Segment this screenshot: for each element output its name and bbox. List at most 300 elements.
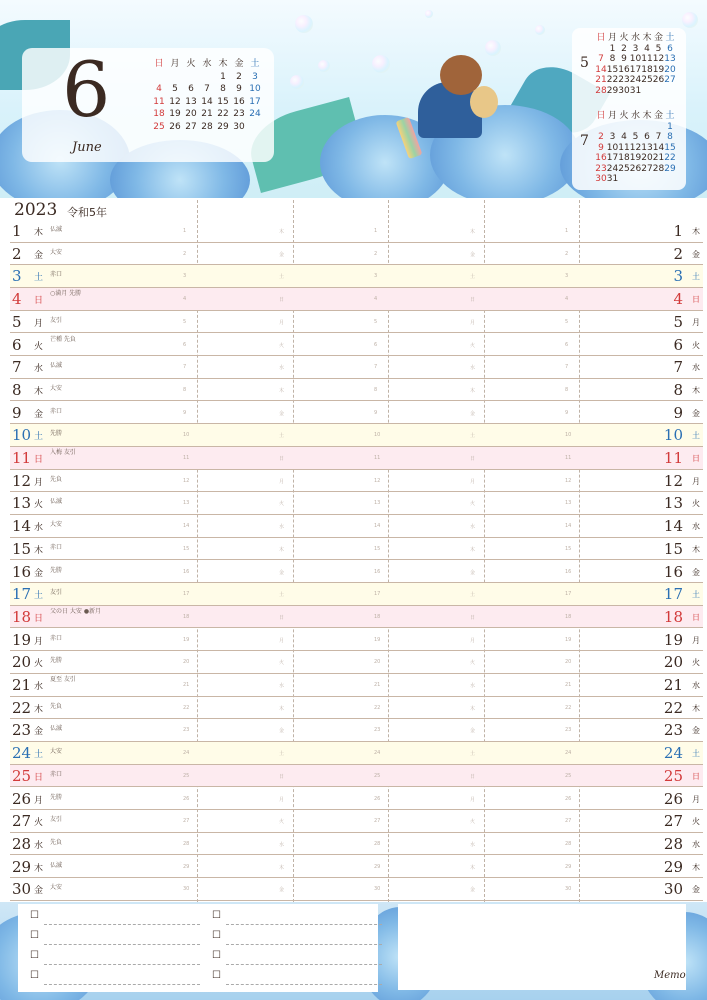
day-number: 26 bbox=[12, 789, 32, 808]
calendar-day: 15 bbox=[217, 96, 229, 107]
day-number: 27 bbox=[12, 812, 32, 831]
day-weekday: 木 bbox=[34, 545, 44, 556]
column-day-hint: 12 bbox=[183, 477, 190, 484]
calendar-day: 25 bbox=[618, 163, 630, 174]
column-day-hint: 水 bbox=[279, 841, 285, 848]
column-day-hint: 6 bbox=[374, 341, 378, 348]
column-day-hint: 26 bbox=[374, 795, 381, 802]
calendar-day: 18 bbox=[618, 153, 630, 163]
column-day-hint: 土 bbox=[279, 592, 285, 599]
rokuyo-note: 仏滅 bbox=[50, 226, 63, 233]
day-weekday: 金 bbox=[34, 886, 44, 897]
todo-checkbox[interactable]: ☐ bbox=[30, 930, 39, 941]
column-day-hint: 17 bbox=[374, 591, 381, 598]
column-day-hint: 4 bbox=[565, 296, 569, 303]
todo-line bbox=[226, 944, 382, 945]
column-day-hint: 木 bbox=[279, 387, 285, 394]
day-row bbox=[10, 447, 703, 470]
column-day-hint: 水 bbox=[470, 683, 476, 689]
column-day-hint: 8 bbox=[374, 386, 378, 393]
calendar-day: 9 bbox=[236, 84, 242, 94]
calendar-day: 30 bbox=[595, 174, 607, 184]
calendar-day: 12 bbox=[652, 54, 665, 64]
column-day-hint: 日 bbox=[470, 614, 476, 621]
column-day-hint: 27 bbox=[565, 818, 572, 825]
calendar-weekday: 火 bbox=[619, 33, 629, 43]
calendar-day: 21 bbox=[201, 109, 213, 119]
todo-checkbox[interactable]: ☐ bbox=[30, 950, 39, 961]
column-day-hint: 5 bbox=[374, 318, 378, 325]
day-number-right: 29 bbox=[663, 857, 683, 876]
column-day-hint: 22 bbox=[374, 704, 381, 711]
column-day-hint: 20 bbox=[183, 659, 190, 666]
calendar-weekday: 木 bbox=[642, 33, 652, 43]
calendar-day: 22 bbox=[606, 75, 619, 85]
calendar-day: 11 bbox=[153, 96, 165, 107]
column-day-hint: 金 bbox=[279, 251, 285, 258]
calendar-day: 9 bbox=[598, 142, 604, 153]
rokuyo-note: 赤口 bbox=[50, 271, 63, 279]
calendar-weekday: 土 bbox=[250, 59, 260, 69]
day-weekday: 水 bbox=[34, 523, 44, 534]
day-row bbox=[10, 402, 703, 425]
column-day-hint: 3 bbox=[183, 273, 187, 280]
column-day-hint: 20 bbox=[565, 659, 572, 666]
calendar-weekday: 水 bbox=[630, 111, 640, 121]
column-day-hint: 4 bbox=[183, 296, 187, 303]
column-day-hint: 10 bbox=[565, 432, 572, 439]
column-day-hint: 6 bbox=[565, 341, 569, 348]
column-day-hint: 13 bbox=[183, 500, 190, 507]
column-day-hint: 1 bbox=[565, 228, 569, 234]
day-row bbox=[10, 334, 703, 357]
calendar-weekday: 金 bbox=[234, 59, 244, 69]
rokuyo-note: 友引 bbox=[50, 589, 63, 597]
day-weekday: 日 bbox=[34, 455, 44, 465]
column-day-hint: 水 bbox=[279, 365, 285, 372]
calendar-day: 4 bbox=[621, 132, 627, 142]
calendar-day: 13 bbox=[641, 142, 653, 153]
column-day-hint: 7 bbox=[183, 364, 187, 371]
calendar-day: 31 bbox=[606, 174, 619, 184]
day-row bbox=[10, 878, 703, 901]
day-row bbox=[10, 719, 703, 742]
day-number: 1 bbox=[12, 222, 22, 240]
calendar-weekday: 水 bbox=[202, 59, 212, 69]
rokuyo-note: 先勝 bbox=[50, 793, 63, 801]
calendar-day: 27 bbox=[185, 121, 197, 132]
column-day-hint: 9 bbox=[183, 409, 187, 416]
calendar-day: 3 bbox=[252, 71, 258, 82]
column-day-hint: 13 bbox=[374, 500, 381, 507]
column-day-hint: 土 bbox=[470, 274, 476, 281]
calendar-day: 16 bbox=[233, 96, 245, 107]
column-day-hint: 土 bbox=[279, 751, 285, 758]
day-weekday: 木 bbox=[34, 386, 44, 397]
day-weekday-right: 月 bbox=[692, 476, 700, 486]
column-day-hint: 火 bbox=[470, 342, 476, 349]
rokuyo-note: 大安 bbox=[50, 521, 63, 529]
calendar-day: 17 bbox=[629, 64, 642, 75]
day-number: 5 bbox=[12, 312, 22, 331]
calendar-day: 20 bbox=[185, 109, 197, 119]
day-weekday: 日 bbox=[34, 296, 44, 307]
column-day-hint: 金 bbox=[470, 728, 476, 735]
calendar-day: 6 bbox=[644, 132, 650, 142]
day-row bbox=[10, 606, 703, 629]
day-number-right: 8 bbox=[673, 380, 683, 399]
column-day-hint: 火 bbox=[279, 501, 285, 508]
rokuyo-note: 赤口 bbox=[50, 770, 63, 778]
todo-line bbox=[226, 984, 382, 985]
day-number-right: 4 bbox=[673, 290, 683, 309]
column-day-hint: 木 bbox=[470, 387, 476, 394]
dog-illustration bbox=[470, 86, 498, 118]
column-day-hint: 土 bbox=[279, 274, 285, 281]
calendar-day: 16 bbox=[618, 64, 630, 75]
calendar-day: 29 bbox=[664, 163, 676, 174]
rokuyo-note: 先勝 bbox=[50, 430, 63, 438]
column-day-hint: 3 bbox=[565, 273, 569, 280]
column-day-hint: 日 bbox=[470, 773, 476, 780]
column-day-hint: 24 bbox=[183, 750, 190, 757]
calendar-day: 13 bbox=[664, 54, 676, 64]
day-weekday-right: 木 bbox=[692, 703, 700, 713]
calendar-day: 4 bbox=[644, 43, 650, 54]
day-weekday: 火 bbox=[34, 341, 44, 352]
column-day-hint: 日 bbox=[279, 773, 285, 780]
day-weekday-right: 水 bbox=[692, 681, 700, 690]
calendar-day: 8 bbox=[220, 84, 226, 94]
calendar-day: 27 bbox=[664, 75, 676, 85]
day-number-right: 15 bbox=[663, 539, 683, 558]
column-day-hint: 月 bbox=[279, 478, 285, 485]
day-row bbox=[10, 515, 703, 538]
todo-line bbox=[44, 984, 200, 985]
rokuyo-note: 赤口 bbox=[50, 634, 63, 642]
day-number-right: 20 bbox=[663, 653, 683, 672]
column-day-hint: 金 bbox=[470, 887, 476, 894]
column-day-hint: 9 bbox=[565, 409, 569, 416]
column-day-hint: 金 bbox=[279, 728, 285, 735]
rokuyo-note: ○満月 先勝 bbox=[50, 290, 82, 298]
column-day-hint: 11 bbox=[565, 455, 572, 461]
calendar-day: 1 bbox=[220, 71, 226, 82]
todo-checkbox[interactable]: ☐ bbox=[212, 950, 221, 961]
column-day-hint: 26 bbox=[183, 795, 190, 802]
day-row bbox=[10, 470, 703, 493]
calendar-day: 5 bbox=[172, 84, 178, 94]
column-day-hint: 土 bbox=[470, 751, 476, 758]
todo-checkbox[interactable]: ☐ bbox=[30, 970, 39, 981]
column-day-hint: 25 bbox=[183, 772, 190, 779]
day-weekday: 水 bbox=[34, 840, 44, 851]
column-day-hint: 29 bbox=[374, 863, 381, 870]
column-day-hint: 30 bbox=[565, 886, 572, 893]
column-day-hint: 水 bbox=[470, 524, 476, 531]
day-row bbox=[10, 538, 703, 561]
day-number-right: 1 bbox=[673, 222, 683, 240]
day-number-right: 2 bbox=[673, 244, 683, 263]
calendar-weekday: 火 bbox=[619, 111, 629, 121]
calendar-day: 17 bbox=[249, 96, 261, 107]
column-day-hint: 8 bbox=[565, 386, 569, 393]
day-weekday-right: 日 bbox=[692, 612, 700, 622]
calendar-day: 1 bbox=[667, 121, 673, 132]
calendar-day: 7 bbox=[598, 54, 604, 64]
day-weekday-right: 火 bbox=[692, 658, 700, 668]
day-weekday: 月 bbox=[34, 477, 44, 488]
day-weekday: 金 bbox=[34, 409, 44, 420]
calendar-day: 21 bbox=[595, 75, 607, 85]
column-day-hint: 12 bbox=[374, 477, 381, 484]
day-weekday: 月 bbox=[34, 795, 44, 806]
column-day-hint: 22 bbox=[565, 704, 572, 711]
column-day-hint: 25 bbox=[565, 772, 572, 779]
calendar-weekday: 木 bbox=[642, 111, 652, 121]
day-number-right: 3 bbox=[673, 267, 683, 286]
calendar-day: 3 bbox=[609, 132, 616, 142]
rokuyo-note: 友引 bbox=[50, 816, 63, 824]
day-weekday: 火 bbox=[34, 500, 44, 511]
calendar-day: 2 bbox=[236, 71, 242, 82]
calendar-day: 14 bbox=[595, 64, 607, 75]
column-day-hint: 16 bbox=[183, 568, 190, 575]
calendar-weekday: 木 bbox=[218, 59, 228, 69]
calendar-weekday: 水 bbox=[630, 33, 640, 43]
day-weekday-right: 日 bbox=[692, 295, 700, 305]
column-day-hint: 5 bbox=[565, 318, 569, 325]
calendar-day: 26 bbox=[169, 121, 181, 132]
day-number-right: 23 bbox=[663, 721, 683, 740]
day-number: 12 bbox=[12, 471, 32, 490]
calendar-day: 7 bbox=[655, 132, 662, 142]
calendar-day: 14 bbox=[652, 142, 665, 153]
column-day-hint: 28 bbox=[565, 840, 572, 847]
calendar-day: 21 bbox=[652, 153, 665, 163]
calendar-day: 1 bbox=[609, 43, 616, 54]
day-number-right: 22 bbox=[663, 698, 683, 717]
day-weekday-right: 火 bbox=[692, 499, 700, 509]
column-day-hint: 金 bbox=[470, 569, 476, 576]
rokuyo-note: 先負 bbox=[50, 475, 63, 483]
day-weekday: 木 bbox=[34, 863, 44, 874]
column-day-hint: 16 bbox=[374, 568, 381, 575]
rokuyo-note: 先勝 bbox=[50, 657, 63, 665]
column-day-hint: 25 bbox=[374, 772, 381, 779]
calendar-day: 28 bbox=[652, 163, 665, 174]
column-day-hint: 27 bbox=[374, 818, 381, 825]
memo-area[interactable] bbox=[398, 904, 686, 990]
column-day-hint: 10 bbox=[374, 432, 381, 439]
day-weekday: 水 bbox=[34, 682, 44, 692]
bubble-decoration bbox=[682, 12, 698, 28]
column-day-hint: 金 bbox=[279, 569, 285, 576]
column-day-hint: 22 bbox=[183, 704, 190, 711]
day-number-right: 7 bbox=[673, 358, 683, 377]
todo-line bbox=[44, 964, 200, 965]
rokuyo-note: 仏滅 bbox=[50, 362, 63, 370]
column-day-hint: 日 bbox=[279, 297, 285, 304]
column-day-hint: 木 bbox=[470, 229, 476, 235]
column-day-hint: 水 bbox=[279, 683, 285, 689]
prev-month-label: 5 bbox=[580, 55, 589, 71]
column-day-hint: 木 bbox=[279, 705, 285, 712]
column-day-hint: 木 bbox=[279, 546, 285, 553]
day-weekday-right: 金 bbox=[692, 567, 700, 577]
column-day-hint: 6 bbox=[183, 341, 187, 348]
calendar-day: 6 bbox=[667, 43, 673, 54]
day-row bbox=[10, 674, 703, 697]
rokuyo-note: 先勝 bbox=[50, 566, 63, 574]
todo-checkbox[interactable]: ☐ bbox=[212, 970, 221, 981]
day-number-right: 25 bbox=[663, 766, 683, 785]
day-row bbox=[10, 561, 703, 584]
column-day-hint: 火 bbox=[279, 342, 285, 349]
calendar-day: 20 bbox=[641, 153, 653, 163]
column-day-hint: 12 bbox=[565, 477, 572, 484]
column-day-hint: 火 bbox=[279, 660, 285, 667]
rokuyo-note: 大安 bbox=[50, 748, 63, 756]
calendar-day: 29 bbox=[217, 121, 229, 132]
column-day-hint: 17 bbox=[183, 591, 190, 598]
day-weekday-right: 金 bbox=[692, 726, 700, 736]
day-number: 19 bbox=[12, 630, 32, 649]
column-day-hint: 木 bbox=[470, 864, 476, 871]
day-number: 23 bbox=[12, 721, 32, 740]
calendar-day: 27 bbox=[641, 163, 653, 174]
day-weekday-right: 水 bbox=[692, 363, 700, 373]
calendar-day: 16 bbox=[595, 153, 607, 163]
day-number: 4 bbox=[12, 290, 22, 309]
day-number: 18 bbox=[12, 607, 32, 626]
next-month-label: 7 bbox=[580, 133, 589, 149]
day-weekday: 木 bbox=[34, 228, 44, 238]
day-number: 14 bbox=[12, 517, 32, 536]
rokuyo-note: 大安 bbox=[50, 248, 63, 256]
calendar-day: 5 bbox=[632, 132, 639, 142]
calendar-day: 17 bbox=[606, 153, 619, 163]
column-day-hint: 火 bbox=[470, 819, 476, 826]
year-label: 2023 bbox=[14, 200, 58, 220]
column-day-hint: 14 bbox=[183, 523, 190, 530]
column-day-hint: 19 bbox=[565, 636, 572, 643]
day-number: 30 bbox=[12, 880, 32, 899]
rokuyo-note: 先負 bbox=[50, 838, 63, 846]
calendar-day: 25 bbox=[153, 121, 165, 132]
day-weekday: 日 bbox=[34, 613, 44, 624]
column-day-hint: 17 bbox=[565, 591, 572, 598]
day-weekday-right: 金 bbox=[692, 249, 700, 259]
calendar-day: 19 bbox=[169, 109, 181, 119]
day-number: 2 bbox=[12, 244, 22, 263]
day-row bbox=[10, 651, 703, 674]
todo-checkbox[interactable]: ☐ bbox=[30, 910, 39, 921]
day-number: 15 bbox=[12, 539, 32, 558]
day-number: 16 bbox=[12, 562, 32, 581]
rokuyo-note: 仏滅 bbox=[50, 725, 63, 733]
day-row bbox=[10, 833, 703, 856]
todo-line bbox=[44, 944, 200, 945]
column-day-hint: 27 bbox=[183, 818, 190, 825]
column-day-hint: 18 bbox=[374, 613, 381, 620]
day-row bbox=[10, 697, 703, 720]
day-row bbox=[10, 583, 703, 606]
day-weekday: 金 bbox=[34, 568, 44, 579]
todo-checkbox[interactable]: ☐ bbox=[212, 910, 221, 921]
calendar-day: 10 bbox=[606, 142, 619, 153]
day-number-right: 11 bbox=[663, 449, 683, 467]
calendar-day: 11 bbox=[618, 142, 630, 153]
day-weekday-right: 日 bbox=[692, 771, 700, 781]
todo-checkbox[interactable]: ☐ bbox=[212, 930, 221, 941]
column-day-hint: 23 bbox=[374, 727, 381, 734]
calendar-weekday: 金 bbox=[653, 111, 663, 121]
calendar-day: 26 bbox=[652, 75, 665, 85]
calendar-day: 24 bbox=[606, 163, 619, 174]
day-number-right: 26 bbox=[663, 789, 683, 808]
calendar-day: 11 bbox=[641, 54, 653, 64]
column-day-hint: 7 bbox=[374, 364, 378, 371]
day-row bbox=[10, 220, 703, 243]
day-number-right: 24 bbox=[663, 744, 683, 763]
calendar-weekday: 日 bbox=[596, 111, 606, 121]
column-day-hint: 23 bbox=[183, 727, 190, 734]
day-number: 13 bbox=[12, 494, 32, 513]
day-weekday: 土 bbox=[34, 432, 44, 443]
day-weekday: 火 bbox=[34, 659, 44, 670]
todo-area[interactable] bbox=[18, 904, 378, 992]
calendar-day: 12 bbox=[169, 96, 181, 107]
day-row bbox=[10, 629, 703, 652]
calendar-day: 26 bbox=[629, 163, 642, 174]
calendar-day: 23 bbox=[233, 109, 245, 119]
calendar-day: 14 bbox=[201, 96, 213, 107]
column-day-hint: 8 bbox=[183, 386, 187, 393]
calendar-weekday: 日 bbox=[154, 59, 164, 69]
calendar-day: 5 bbox=[655, 43, 662, 54]
calendar-weekday: 月 bbox=[170, 59, 180, 69]
column-day-hint: 21 bbox=[565, 682, 572, 688]
calendar-day: 9 bbox=[621, 54, 627, 64]
calendar-day: 18 bbox=[641, 64, 653, 75]
rokuyo-note: 大安 bbox=[50, 884, 63, 892]
day-weekday-right: 月 bbox=[692, 317, 700, 327]
calendar-day: 15 bbox=[664, 142, 676, 153]
memo-label: Memo bbox=[654, 970, 686, 981]
column-day-hint: 1 bbox=[183, 228, 187, 234]
rokuyo-note: 仏滅 bbox=[50, 498, 63, 506]
day-weekday: 月 bbox=[34, 636, 44, 647]
bubble-decoration bbox=[318, 60, 330, 72]
day-weekday-right: 土 bbox=[692, 749, 700, 759]
day-row bbox=[10, 288, 703, 311]
column-day-hint: 2 bbox=[565, 250, 569, 257]
day-row bbox=[10, 765, 703, 788]
day-number: 7 bbox=[12, 358, 22, 377]
day-number-right: 28 bbox=[663, 834, 683, 853]
column-day-hint: 火 bbox=[470, 660, 476, 667]
day-number-right: 16 bbox=[663, 562, 683, 581]
rokuyo-note: 芒種 先負 bbox=[50, 335, 76, 343]
column-day-hint: 日 bbox=[470, 456, 476, 462]
day-number: 10 bbox=[12, 426, 32, 445]
day-weekday-right: 水 bbox=[692, 839, 700, 849]
column-day-hint: 土 bbox=[470, 592, 476, 599]
column-day-hint: 30 bbox=[374, 886, 381, 893]
day-row bbox=[10, 265, 703, 288]
column-day-hint: 1 bbox=[374, 228, 378, 234]
